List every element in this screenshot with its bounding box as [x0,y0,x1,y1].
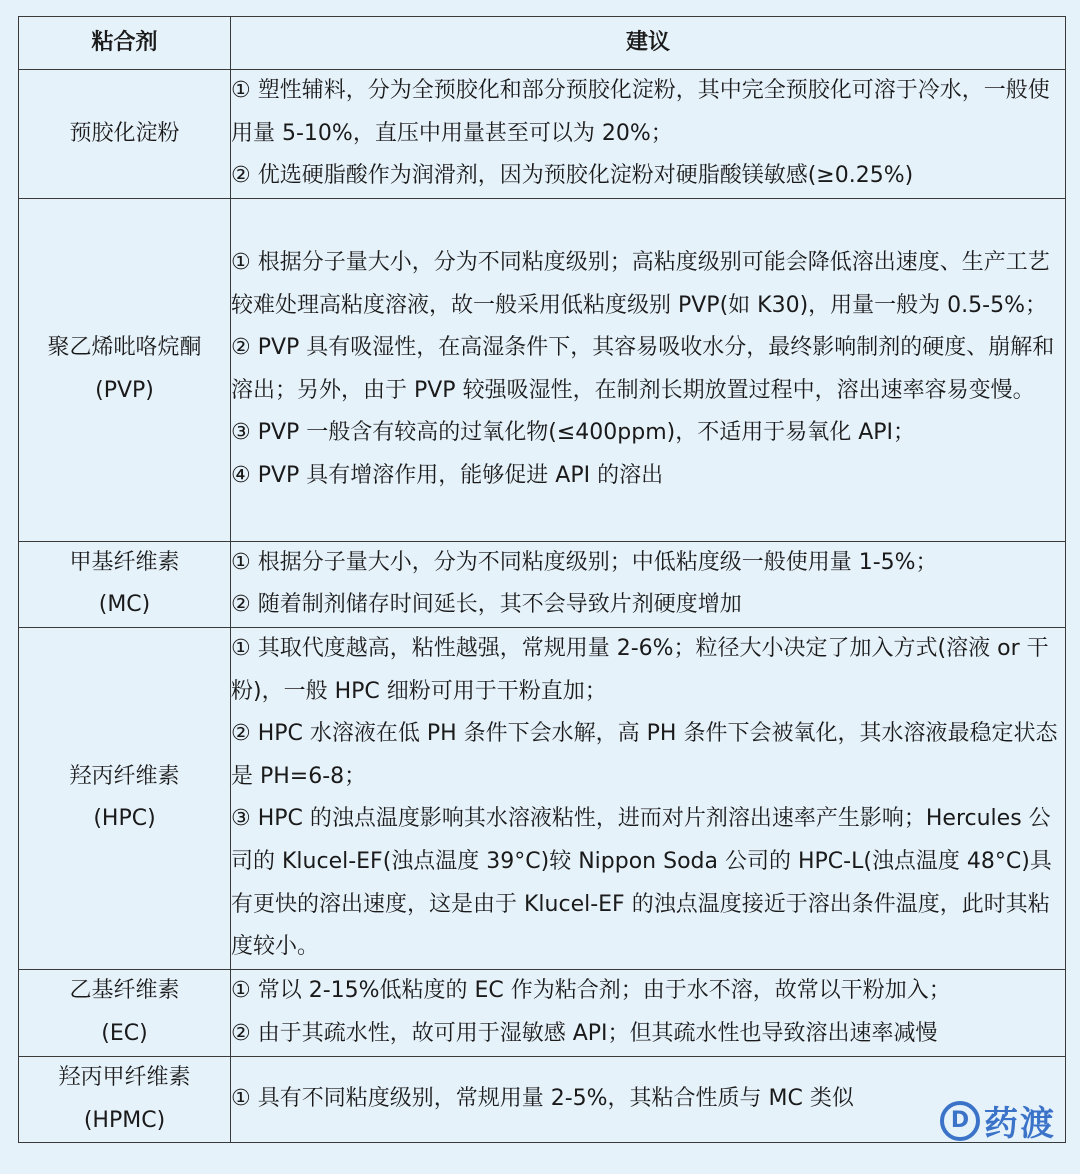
binder-name [19,541,231,627]
advice-item: ④ PVP 具有增溶作用，能够促进 API 的溶出 [231,462,664,488]
binder-name [19,969,231,1056]
advice-item: ② 由于其疏水性，故可用于湿敏感 API；但其疏水性也导致溶出速率减慢 [231,1020,938,1046]
binder-name [19,70,231,199]
yaodu-logo-icon: D [940,1101,980,1141]
binder-name-line: 羟丙纤维素 [69,763,180,789]
advice-item: ① 其取代度越高，粘性越强，常规用量 2-6%；粒径大小决定了加入方式(溶液 or 干粉)，一般 HPC 细粉可用于干粉直加； [231,636,1049,704]
advice-item: ② HPC 水溶液在低 PH 条件下会水解，高 PH 条件下会被氧化，其水溶液最稳定状态是 PH=6-8； [231,721,1058,789]
advice-cell [231,198,1066,541]
advice-item: ① 根据分子量大小，分为不同粘度级别；高粘度级别可能会降低溶出速度、生产工艺较难处理高粘度溶液，故一般采用低粘度级别 PVP(如 K30)，用量一般为 0.5-5%； [231,250,1050,318]
advice-cell [231,541,1066,627]
advice-item: ③ PVP 一般含有较高的过氧化物(≤400ppm)，不适用于易氧化 API； [231,420,916,446]
advice-item: ① 塑性辅料，分为全预胶化和部分预胶化淀粉，其中完全预胶化可溶于冷水，一般使用量 5-10%，直压中用量甚至可以为 20%； [231,78,1050,146]
advice-cell [231,969,1066,1056]
advice-item: ① 根据分子量大小，分为不同粘度级别；中低粘度级一般使用量 1-5%； [231,549,938,575]
table-row [19,541,1066,627]
binder-name-line: 预胶化淀粉 [69,120,180,146]
binder-name-line: (PVP) [95,377,154,403]
binder-name-line: (MC) [98,592,151,618]
binder-name-line: 羟丙甲纤维素 [58,1064,191,1090]
advice-cell [231,627,1066,969]
binder-name [19,1056,231,1142]
binder-name-line: (HPC) [93,806,156,832]
header-binder: 粘合剂 [19,17,231,70]
table-row [19,969,1066,1056]
binder-name-line: (HPMC) [83,1107,166,1133]
binder-name [19,627,231,969]
table-row [19,1056,1066,1142]
advice-item: ① 具有不同粘度级别，常规用量 2-5%，其粘合性质与 MC 类似 [231,1086,854,1112]
advice-item: ① 常以 2-15%低粘度的 EC 作为粘合剂；由于水不溶，故常以干粉加入； [231,978,951,1004]
binder-name-line: 甲基纤维素 [69,549,180,575]
advice-cell [231,70,1066,199]
advice-item: ② 优选硬脂酸作为润滑剂，因为预胶化淀粉对硬脂酸镁敏感(≥0.25%) [231,163,914,189]
table-row [19,198,1066,541]
advice-item: ② PVP 具有吸湿性，在高湿条件下，其容易吸收水分，最终影响制剂的硬度、崩解和溶出；另外，由于 PVP 较强吸湿性，在制剂长期放置过程中，溶出速率容易变慢。 [231,335,1055,403]
header-row [19,17,1066,70]
table-row [19,70,1066,199]
binder-table [18,16,1066,1143]
header-advice: 建议 [231,17,1066,70]
binder-name-line: 乙基纤维素 [69,978,180,1004]
binder-name-line: (EC) [101,1020,148,1046]
watermark [940,1096,1056,1145]
advice-item: ② 随着制剂储存时间延长，其不会导致片剂硬度增加 [231,592,742,618]
binder-name-line: 聚乙烯吡咯烷酮 [47,335,202,361]
binder-name [19,198,231,541]
watermark-text: 药渡 [984,1104,1056,1144]
table-row [19,627,1066,969]
advice-item: ③ HPC 的浊点温度影响其水溶液粘性，进而对片剂溶出速率产生影响；Hercules 公司的 Klucel-EF(浊点温度 39°C)较 Nippon Soda 公司的 HPC-L(浊点温度 48°C)具有更快的溶出速度，这是由于 Klucel-EF 的浊点温度接近于溶出条件温度，此时其粘度较小。 [231,806,1052,960]
